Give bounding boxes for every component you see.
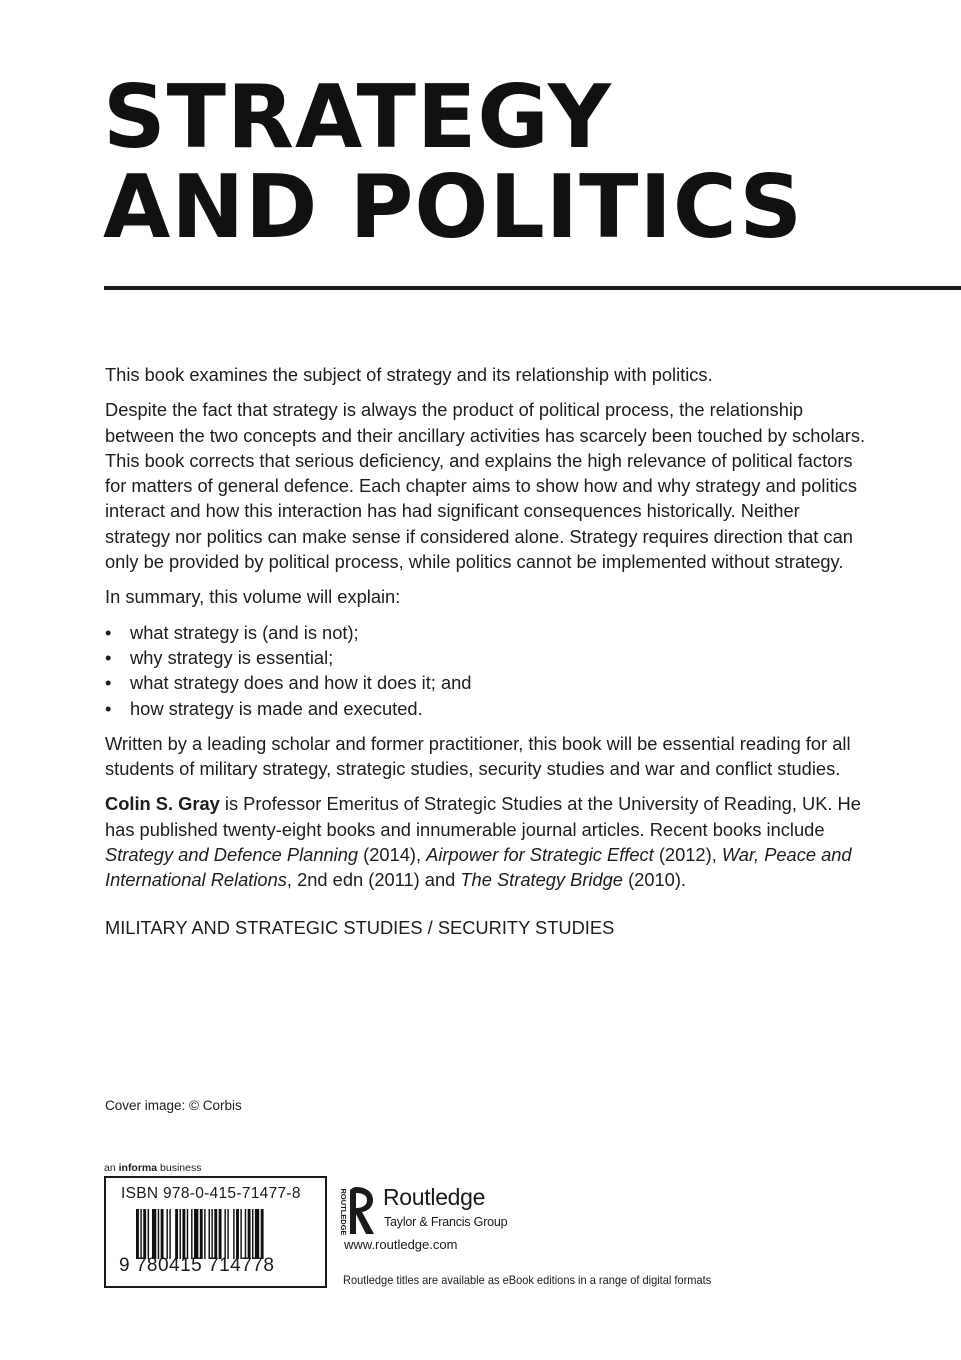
barcode-bar [209,1209,210,1259]
isbn-barcode [104,1176,327,1288]
barcode-bar [194,1209,198,1259]
barcode-bar [158,1209,159,1259]
barcode-bar [219,1209,222,1259]
barcode-bar [187,1209,188,1259]
title-line-1: STRATEGY [103,66,612,168]
barcode-bar [200,1209,203,1259]
barcode-bar [140,1209,141,1259]
barcode-digits: 9 780415 714778 [119,1255,275,1276]
publisher-website[interactable]: www.routledge.com [344,1237,458,1252]
barcode-bar [240,1209,241,1259]
book-title-4: The Strategy Bridge [460,869,623,891]
list-item: • why strategy is essential; [105,645,867,670]
intro-paragraph: This book examines the subject of strategy and its relationship with politics. [105,364,713,385]
publisher-name: Routledge [383,1184,486,1210]
subject-category: MILITARY AND STRATEGIC STUDIES / SECURITY STUDIES [105,916,615,938]
author-name: Colin S. Gray [105,793,220,815]
cover-credit: Cover image: © Corbis [105,1098,242,1113]
publisher-group: Taylor & Francis Group [384,1215,508,1229]
blurb [105,362,867,950]
title-line-2: AND POLITICS [103,156,804,258]
barcode-bar [227,1209,228,1259]
routledge-logo-icon [340,1184,380,1238]
book-title-3: War, Peace and International Relations [105,844,852,891]
barcode-bar [224,1209,225,1259]
barcode-bar [248,1209,251,1259]
barcode-bar [166,1209,167,1259]
barcode-bar [245,1209,246,1259]
svg-text:ROUTLEDGE: ROUTLEDGE [339,1188,349,1236]
title-divider [104,286,961,290]
informa-line: an informa business [104,1162,202,1174]
barcode-bar [255,1209,259,1259]
barcode-bar [236,1209,239,1259]
book-title [103,66,804,258]
barcode-bar [233,1209,234,1259]
barcode-bar [211,1209,212,1259]
barcode-bar [180,1209,181,1259]
barcode-bar [214,1209,217,1259]
list-item: • what strategy is (and is not); [105,620,867,645]
barcode-bar [169,1209,170,1259]
author-bio: Colin S. Gray is Professor Emeritus of Strategic Studies at the University of Reading, UK. He has published twenty-eight books and innumerable journal articles. Recent books include Strategy and Defence Planning (2014), Airpower for Strategic Effect (2012), War, Peace and International Relations, 2nd edn (2011) and The Strategy Bridge (2010). [105,793,861,891]
description-paragraph: Despite the fact that strategy is always the product of political process, the relationship between the two concepts and their ancillary activities has scarcely been touched by scholars. This book corrects that serious deficiency, and explains the high relevance of political factors for matters of general defence. Each chapter aims to show how and why strategy and politics interact and how this interaction has had significant consequences historically. Neither strategy nor politics can make sense if considered alone. Strategy requires direction that can only be provided by political process, while politics cannot be implemented without strategy. [105,399,866,573]
barcode-bar [161,1209,164,1259]
barcode-bar [261,1209,264,1259]
barcode-bar [204,1209,205,1259]
summary-lead: In summary, this volume will explain: [105,586,401,608]
summary-list [105,620,867,721]
list-item: • what strategy does and how it does it; and [105,670,867,695]
barcode-bar [152,1209,156,1259]
barcode-bar [191,1209,192,1259]
list-item: • how strategy is made and executed. [105,696,867,721]
book-title-1: Strategy and Defence Planning [105,844,359,866]
barcode-bar [143,1209,146,1259]
barcode-bar [252,1209,253,1259]
barcode-bars [136,1209,316,1259]
barcode-bar [175,1209,178,1259]
ebook-note: Routledge titles are available as eBook editions in a range of digital formats [343,1273,712,1287]
book-title-2: Airpower for Strategic Effect [426,844,654,866]
audience-paragraph: Written by a leading scholar and former practitioner, this book will be essential reading for all students of military strategy, strategic studies, security studies and war and conflict studies. [105,732,851,780]
barcode-bar [148,1209,149,1259]
isbn-number: ISBN 978-0-415-71477-8 [121,1185,301,1202]
barcode-bar [182,1209,185,1259]
barcode-bar [136,1209,139,1259]
